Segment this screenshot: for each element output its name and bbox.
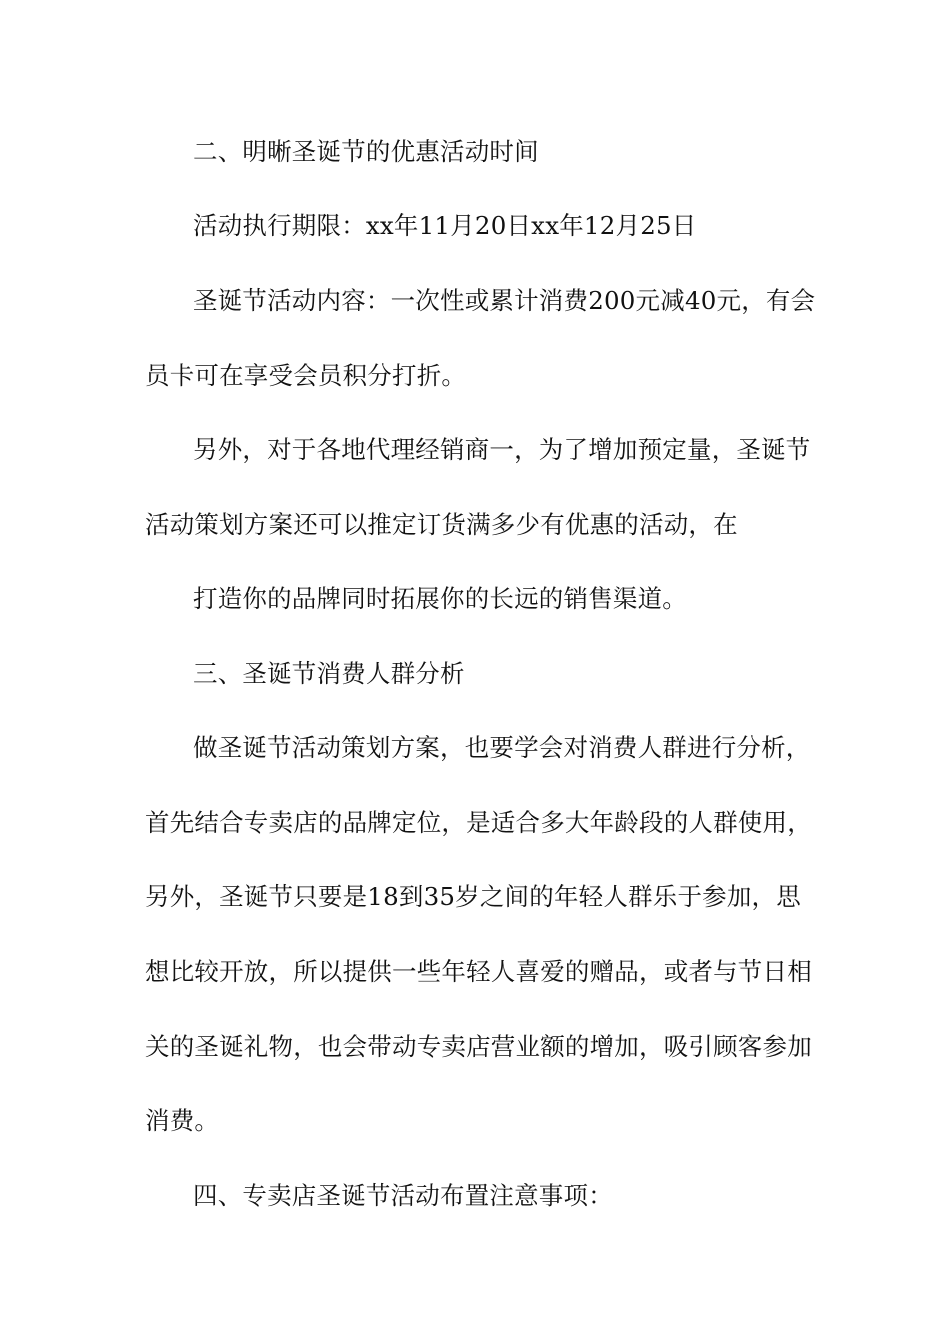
paragraph-line: 打造你的品牌同时拓展你的长远的销售渠道。 [193,584,687,613]
paragraph-line: 关的圣诞礼物，也会带动专卖店营业额的增加，吸引顾客参加 [145,1032,812,1061]
paragraph-line: 活动策划方案还可以推定订货满多少有优惠的活动，在 [145,510,738,539]
paragraph-line: 活动执行期限：xx年11月20日xx年12月25日 [193,211,697,240]
paragraph-line: 做圣诞节活动策划方案，也要学会对消费人群进行分析， [193,733,811,762]
paragraph-line: 另外，对于各地代理经销商一，为了增加预定量，圣诞节 [193,435,811,464]
paragraph-line: 员卡可在享受会员积分打折。 [145,361,467,390]
paragraph-line: 消费。 [145,1106,220,1135]
paragraph-line: 想比较开放，所以提供一些年轻人喜爱的赠品，或者与节日相 [145,957,812,986]
section-heading-4: 四、专卖店圣诞节活动布置注意事项： [193,1181,613,1210]
paragraph-line: 圣诞节活动内容：一次性或累计消费200元减40元，有会 [193,286,816,315]
section-heading-3: 三、圣诞节消费人群分析 [193,659,465,688]
paragraph-line: 另外，圣诞节只要是18到35岁之间的年轻人群乐于参加，思 [145,882,801,911]
section-heading-2: 二、明晰圣诞节的优惠活动时间 [193,137,539,166]
paragraph-line: 首先结合专卖店的品牌定位，是适合多大年龄段的人群使用， [145,808,812,837]
